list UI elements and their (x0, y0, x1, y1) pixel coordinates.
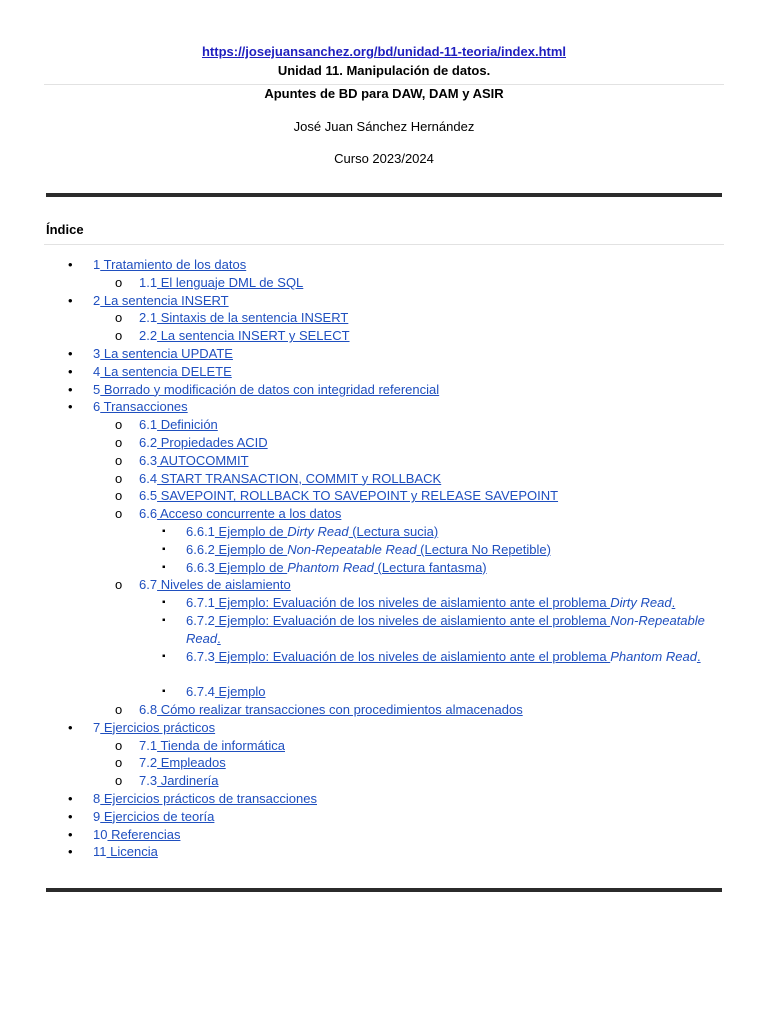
toc-bullet-level-2: o (115, 506, 123, 522)
notes-subtitle: Apuntes de BD para DAW, DAM y ASIR (264, 86, 504, 101)
course-year: Curso 2023/2024 (334, 151, 434, 166)
author-name: José Juan Sánchez Hernández (293, 119, 475, 134)
toc-label-suffix: (Lectura No Repetible) (416, 541, 551, 557)
toc-bullet-level-2: o (115, 417, 123, 433)
toc-label-suffix: (Lectura fantasma) (373, 559, 487, 575)
toc-label-italic: Dirty Read (287, 524, 349, 539)
toc-label: Niveles de aislamiento (157, 577, 291, 593)
toc-link-6-6-2[interactable] (186, 541, 551, 559)
toc-label: Definición (157, 417, 218, 433)
toc-label: Ejemplo de (214, 541, 288, 557)
toc-number: 7.3 (139, 773, 158, 789)
toc-label: Ejemplo: Evaluación de los niveles de aislamiento ante el problema (214, 613, 611, 628)
toc-label: Referencias (107, 826, 181, 842)
toc-link-1[interactable] (93, 256, 246, 274)
toc-number: 6.4 (139, 470, 158, 486)
toc-label: Licencia (106, 844, 158, 860)
toc-label: La sentencia UPDATE (100, 346, 233, 361)
toc-number: 7.1 (139, 737, 158, 753)
toc-number: 6.7 (139, 577, 158, 593)
toc-number: 6.6.2 (186, 541, 215, 557)
toc-label: Borrado y modificación de datos con integridad referencial (100, 381, 440, 397)
toc-number: 6.1 (139, 417, 158, 433)
toc-number: 6.2 (139, 435, 158, 450)
section-divider-bottom (46, 888, 722, 892)
toc-number: 6.7.1 (186, 595, 215, 611)
toc-bullet-level-2: o (115, 773, 123, 789)
toc-label: Ejemplo de (214, 559, 288, 575)
toc-bullet-level-2: o (115, 577, 123, 593)
toc-link-7-2[interactable] (139, 754, 226, 772)
toc-bullet-level-2: o (115, 702, 123, 717)
source-url-link[interactable]: https://josejuansanchez.org/bd/unidad-11-teoria/index.html (201, 44, 567, 59)
toc-link-6-7-1[interactable] (186, 594, 675, 612)
toc-number: 9 (93, 808, 101, 824)
toc-link-6-6-1[interactable] (186, 523, 438, 541)
toc-link-6-7-2[interactable] (186, 612, 711, 648)
toc-number: 7 (93, 719, 101, 735)
index-divider (44, 244, 724, 245)
toc-link-7-1[interactable] (139, 737, 285, 755)
toc-bullet-level-2: o (115, 452, 123, 468)
toc-link-8[interactable] (93, 790, 317, 808)
toc-label-italic: Non-Repeatable Read (287, 541, 417, 557)
toc-number: 8 (93, 791, 101, 806)
toc-number: 10 (93, 826, 108, 842)
toc-link-10[interactable] (93, 826, 180, 844)
toc-link-6-6-3[interactable] (186, 559, 487, 577)
toc-link-5[interactable] (93, 381, 439, 399)
toc-bullet-level-1: • (68, 292, 73, 308)
toc-bullet-level-3: ▪ (162, 650, 166, 662)
toc-label: START TRANSACTION, COMMIT y ROLLBACK (157, 470, 442, 486)
toc-link-6-3[interactable] (139, 452, 249, 470)
toc-number: 5 (93, 381, 101, 397)
toc-bullet-level-1: • (68, 791, 73, 806)
toc-number: 2.2 (139, 328, 158, 344)
toc-bullet-level-3: ▪ (162, 615, 166, 626)
toc-number: 6.7.3 (186, 648, 215, 664)
toc-number: 2 (93, 292, 101, 308)
toc-number: 2.1 (139, 310, 158, 326)
toc-link-2[interactable] (93, 292, 229, 310)
toc-link-2-1[interactable] (139, 309, 348, 327)
toc-label: La sentencia DELETE (100, 363, 232, 379)
toc-number: 6.8 (139, 702, 158, 717)
toc-link-6-5[interactable] (139, 487, 558, 505)
section-divider-top (46, 193, 722, 197)
toc-number: 6.7.2 (186, 613, 215, 628)
toc-bullet-level-1: • (68, 363, 73, 379)
toc-label: Ejemplo (214, 684, 266, 700)
toc-link-9[interactable] (93, 808, 214, 826)
toc-bullet-level-3: ▪ (162, 597, 166, 609)
toc-bullet-level-1: • (68, 381, 73, 397)
toc-label-italic: Dirty Read (610, 595, 672, 611)
toc-link-7[interactable] (93, 719, 215, 737)
toc-link-6[interactable] (93, 398, 188, 416)
toc-bullet-level-1: • (68, 257, 73, 272)
toc-number: 6.7.4 (186, 684, 215, 700)
toc-bullet-level-3: ▪ (162, 686, 166, 698)
toc-label: La sentencia INSERT y SELECT (157, 328, 350, 344)
toc-link-2-2[interactable] (139, 327, 350, 345)
toc-link-6-8[interactable] (139, 701, 523, 719)
toc-link-6-7-3[interactable] (186, 648, 711, 684)
toc-number: 6.6.1 (186, 524, 215, 539)
toc-link-6-1[interactable] (139, 416, 218, 434)
toc-number: 11 (93, 844, 107, 860)
toc-label: Jardinería (157, 773, 219, 789)
toc-bullet-level-3: ▪ (162, 561, 166, 573)
toc-label: Ejercicios de teoría (100, 808, 215, 824)
toc-label: Sintaxis de la sentencia INSERT (157, 310, 349, 326)
toc-link-6-4[interactable] (139, 470, 441, 488)
index-heading: Índice (46, 222, 84, 237)
toc-label-suffix: . (696, 648, 701, 664)
toc-bullet-level-2: o (115, 435, 123, 450)
toc-link-11[interactable] (93, 843, 158, 861)
toc-bullet-level-1: • (68, 808, 73, 824)
toc-bullet-level-2: o (115, 737, 123, 753)
toc-number: 6.6 (139, 506, 158, 522)
toc-bullet-level-2: o (115, 470, 123, 486)
toc-bullet-level-1: • (68, 346, 73, 361)
toc-number: 6.3 (139, 452, 158, 468)
toc-label: Propiedades ACID (157, 435, 268, 450)
toc-bullet-level-1: • (68, 844, 73, 860)
toc-label: Tienda de informática (157, 737, 285, 753)
toc-label: Cómo realizar transacciones con procedimientos almacenados (157, 702, 523, 717)
toc-label: SAVEPOINT, ROLLBACK TO SAVEPOINT y RELEASE SAVEPOINT (157, 488, 559, 504)
toc-bullet-level-2: o (115, 310, 123, 326)
toc-bullet-level-3: ▪ (162, 543, 166, 555)
toc-label: Ejemplo de (214, 524, 288, 539)
toc-link-6-7-4[interactable] (186, 683, 266, 701)
toc-link-6-2[interactable] (139, 434, 268, 452)
toc-link-4[interactable] (93, 363, 232, 381)
toc-bullet-level-2: o (115, 274, 123, 290)
toc-number: 1 (93, 257, 101, 272)
toc-label: Ejemplo: Evaluación de los niveles de aislamiento ante el problema (214, 595, 611, 611)
divider (44, 84, 724, 85)
toc-bullet-level-1: • (68, 826, 73, 842)
toc-bullet-level-2: o (115, 755, 123, 771)
toc-label: Empleados (157, 755, 226, 771)
toc-number: 6 (93, 399, 101, 415)
toc-bullet-level-3: ▪ (162, 526, 166, 537)
toc-number: 4 (93, 363, 101, 379)
toc-number: 7.2 (139, 755, 158, 771)
toc-bullet-level-1: • (68, 399, 73, 415)
toc-label: Tratamiento de los datos (100, 257, 247, 272)
toc-label: Acceso concurrente a los datos (157, 506, 342, 522)
toc-number: 6.5 (139, 488, 158, 504)
toc-label: AUTOCOMMIT (157, 452, 249, 468)
toc-bullet-level-2: o (115, 488, 123, 504)
toc-label: Ejercicios prácticos (100, 719, 216, 735)
toc-number: 6.6.3 (186, 559, 215, 575)
toc-label-suffix: . (671, 595, 676, 611)
toc-label-italic: Phantom Read (610, 648, 697, 664)
toc-link-6-7[interactable] (139, 576, 291, 594)
toc-bullet-level-1: • (68, 719, 73, 735)
toc-label: El lenguaje DML de SQL (157, 274, 304, 290)
toc-link-6-6[interactable] (139, 505, 341, 523)
toc-link-3[interactable] (93, 345, 233, 363)
toc-number: 1.1 (139, 274, 158, 290)
toc-number: 3 (93, 346, 101, 361)
toc-label-suffix: . (217, 631, 221, 646)
toc-link-7-3[interactable] (139, 772, 219, 790)
toc-label: Ejemplo: Evaluación de los niveles de aislamiento ante el problema (214, 648, 611, 664)
toc-bullet-level-2: o (115, 328, 123, 344)
toc-link-1-1[interactable] (139, 274, 303, 292)
toc-label: Ejercicios prácticos de transacciones (100, 791, 317, 806)
toc-label-italic: Non-Repeatable Read (186, 613, 705, 646)
toc-label-suffix: (Lectura sucia) (348, 524, 439, 539)
toc-label: La sentencia INSERT (100, 292, 229, 308)
unit-title: Unidad 11. Manipulación de datos. (277, 63, 491, 78)
toc-label: Transacciones (100, 399, 188, 415)
toc-label-italic: Phantom Read (287, 559, 374, 575)
